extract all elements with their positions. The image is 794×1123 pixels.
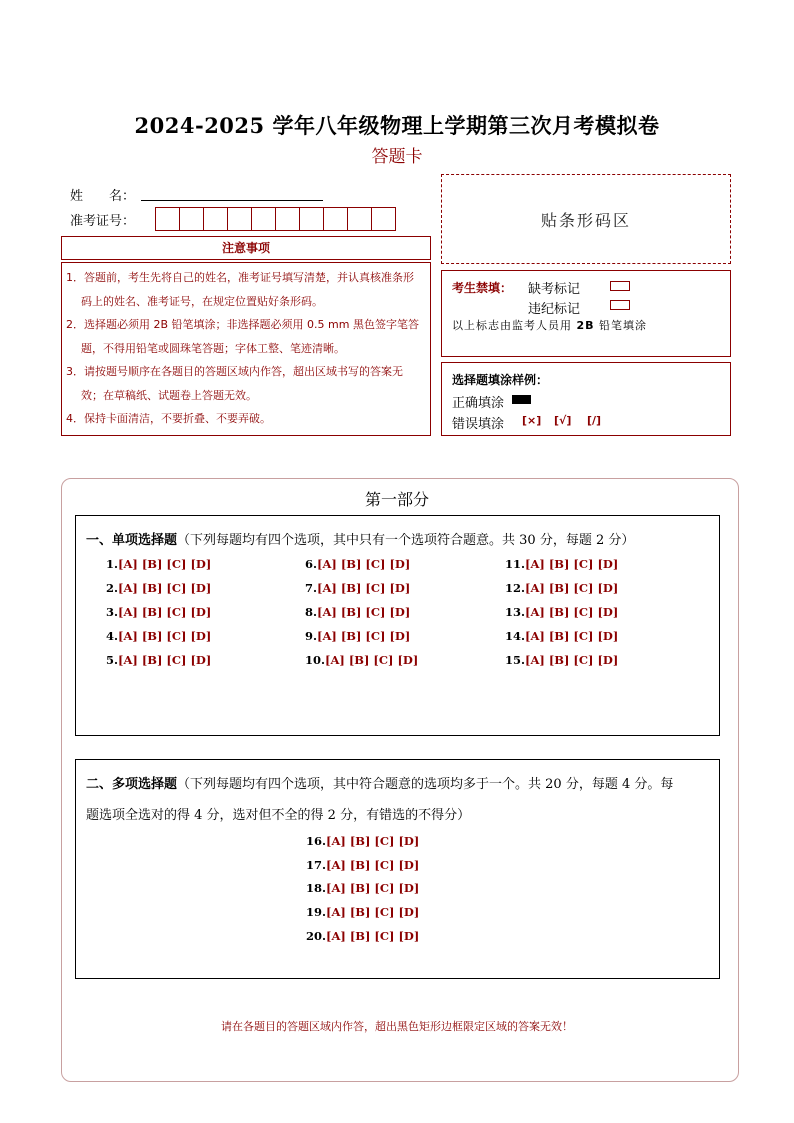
notice-item: 2．选择题必须用 2B 铅笔填涂；非选择题必须用 0.5 mm 黑色签字笔答题，不得用铅笔或圆珠笔答题；字体工整、笔迹清晰。	[66, 318, 419, 355]
question-row[interactable]	[505, 557, 618, 571]
question-options[interactable]: [A] [B] [C] [D]	[118, 653, 212, 667]
barcode-label: 贴条形码区	[540, 210, 631, 230]
forbidden-note-text: 以上标志由监考人员用	[452, 319, 572, 332]
question-number: 4.	[106, 629, 119, 643]
question-options[interactable]: [A] [B] [C] [D]	[317, 629, 411, 643]
question-number: 8.	[305, 605, 318, 619]
sample-box	[441, 362, 731, 436]
question-number: 20.	[306, 929, 327, 943]
question-row[interactable]	[305, 557, 410, 571]
question-row[interactable]	[505, 605, 618, 619]
question-row[interactable]	[305, 653, 418, 667]
question-row[interactable]	[305, 629, 410, 643]
notice-item: 3．请按题号顺序在各题目的答题区域内作答，超出区域书写的答案无效；在草稿纸、试题卷上答题无效。	[66, 365, 403, 402]
id-digit-box[interactable]	[251, 207, 276, 231]
question-number: 3.	[106, 605, 119, 619]
forbidden-note-tail: 铅笔填涂	[599, 319, 648, 332]
single-choice-heading-bold: 一、单项选择题	[86, 533, 178, 548]
wrong-mark-check: [√]	[554, 414, 572, 427]
question-number: 10.	[305, 653, 326, 667]
question-number: 2.	[106, 581, 119, 595]
sample-title: 选择题填涂样例：	[452, 373, 549, 387]
question-row[interactable]	[306, 905, 419, 919]
question-number: 17.	[306, 858, 327, 872]
question-number: 11.	[505, 557, 526, 571]
question-number: 9.	[305, 629, 318, 643]
question-row[interactable]	[306, 858, 419, 872]
question-options[interactable]: [A] [B] [C] [D]	[326, 834, 420, 848]
question-number: 7.	[305, 581, 318, 595]
question-options[interactable]: [A] [B] [C] [D]	[525, 605, 619, 619]
question-number: 1.	[106, 557, 119, 571]
question-options[interactable]: [A] [B] [C] [D]	[317, 557, 411, 571]
question-options[interactable]: [A] [B] [C] [D]	[118, 557, 212, 571]
id-digit-box[interactable]	[371, 207, 396, 231]
absent-checkbox[interactable]	[610, 281, 630, 291]
violation-label: 违纪标记	[528, 302, 581, 317]
question-options[interactable]: [A] [B] [C] [D]	[525, 557, 619, 571]
question-options[interactable]: [A] [B] [C] [D]	[525, 581, 619, 595]
question-row[interactable]	[106, 581, 211, 595]
question-number: 19.	[306, 905, 327, 919]
question-number: 16.	[306, 834, 327, 848]
id-digit-box[interactable]	[203, 207, 228, 231]
question-options[interactable]: [A] [B] [C] [D]	[525, 629, 619, 643]
notice-item: 4．保持卡面清洁，不要折叠、不要弄破。	[66, 412, 271, 425]
question-number: 14.	[505, 629, 526, 643]
single-choice-heading-text: （下列每题均有四个选项，其中只有一个选项符合题意。共 30 分，每题 2 分）	[177, 533, 635, 548]
notice-heading: 注意事项	[61, 236, 431, 260]
forbidden-box	[441, 270, 731, 357]
name-field[interactable]	[141, 200, 323, 201]
part-one-title: 第一部分	[364, 490, 429, 509]
id-digit-box[interactable]	[323, 207, 348, 231]
question-number: 18.	[306, 881, 327, 895]
question-options[interactable]: [A] [B] [C] [D]	[325, 653, 419, 667]
id-digit-box[interactable]	[227, 207, 252, 231]
id-digit-box[interactable]	[299, 207, 324, 231]
notice-body	[61, 262, 431, 436]
single-choice-heading	[86, 529, 634, 548]
question-row[interactable]	[106, 629, 211, 643]
question-row[interactable]	[505, 629, 618, 643]
violation-checkbox[interactable]	[610, 300, 630, 310]
absent-label: 缺考标记	[528, 282, 581, 297]
multi-choice-heading-bold: 二、多项选择题	[86, 777, 178, 792]
id-digit-box[interactable]	[347, 207, 372, 231]
question-options[interactable]: [A] [B] [C] [D]	[118, 605, 212, 619]
wrong-mark-slash: [/]	[587, 414, 602, 427]
question-number: 15.	[505, 653, 526, 667]
question-options[interactable]: [A] [B] [C] [D]	[317, 581, 411, 595]
question-row[interactable]	[505, 653, 618, 667]
wrong-mark-x: [×]	[522, 414, 542, 427]
question-options[interactable]: [A] [B] [C] [D]	[326, 905, 420, 919]
question-options[interactable]: [A] [B] [C] [D]	[326, 858, 420, 872]
single-choice-box	[75, 515, 720, 736]
multi-choice-heading	[86, 773, 673, 792]
page-subtitle: 答题卡	[371, 147, 423, 167]
multi-choice-heading-text: （下列每题均有四个选项，其中符合题意的选项均多于一个。共 20 分，每题 4 分。每	[177, 777, 674, 792]
multi-choice-heading-line2: 题选项全选对的得 4 分，选对但不全的得 2 分，有错选的不得分）	[86, 808, 471, 823]
id-label: 准考证号：	[70, 214, 136, 229]
sample-correct-label: 正确填涂	[452, 396, 505, 411]
id-digit-box[interactable]	[155, 207, 180, 231]
question-number: 13.	[505, 605, 526, 619]
question-options[interactable]: [A] [B] [C] [D]	[326, 881, 420, 895]
id-digit-box[interactable]	[275, 207, 300, 231]
question-row[interactable]	[106, 653, 211, 667]
barcode-area	[441, 174, 731, 264]
forbidden-note	[452, 317, 647, 333]
filled-mark-icon	[512, 395, 531, 404]
question-row[interactable]	[306, 929, 419, 943]
forbidden-label: 考生禁填：	[452, 281, 513, 295]
id-boxes	[155, 207, 395, 231]
question-options[interactable]: [A] [B] [C] [D]	[317, 605, 411, 619]
question-row[interactable]	[305, 581, 410, 595]
question-row[interactable]	[106, 605, 211, 619]
question-number: 12.	[505, 581, 526, 595]
question-row[interactable]	[305, 605, 410, 619]
sample-wrong-label: 错误填涂	[452, 417, 505, 432]
id-digit-box[interactable]	[179, 207, 204, 231]
question-row[interactable]	[306, 834, 419, 848]
forbidden-note-bold: 2B	[576, 319, 595, 332]
question-row[interactable]	[306, 881, 419, 895]
question-options[interactable]: [A] [B] [C] [D]	[525, 653, 619, 667]
question-options[interactable]: [A] [B] [C] [D]	[118, 581, 212, 595]
question-number: 6.	[305, 557, 318, 571]
question-row[interactable]	[505, 581, 618, 595]
notice-item: 1．答题前，考生先将自己的姓名，准考证号填写清楚，并认真核准条形码上的姓名、准考证号，在规定位置贴好条形码。	[66, 271, 414, 308]
page-title: 2024-2025 学年八年级物理上学期第三次月考模拟卷	[134, 113, 660, 138]
question-row[interactable]	[106, 557, 211, 571]
footer-warning: 请在各题目的答题区域内作答，超出黑色矩形边框限定区域的答案无效！	[221, 1020, 573, 1033]
question-options[interactable]: [A] [B] [C] [D]	[118, 629, 212, 643]
name-label: 姓 名：	[70, 189, 136, 204]
question-number: 5.	[106, 653, 119, 667]
question-options[interactable]: [A] [B] [C] [D]	[326, 929, 420, 943]
